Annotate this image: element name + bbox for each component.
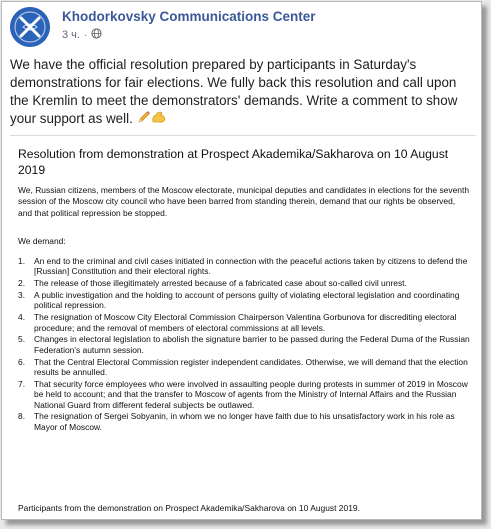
facebook-post bbox=[1, 1, 482, 520]
post-timestamp[interactable]: 3 ч. bbox=[62, 29, 80, 41]
list-item: 3. A public investigation and the holding to account of persons guilty of violating electoral legislation and coordinating political repression. bbox=[18, 290, 460, 311]
flexed-biceps-icon bbox=[151, 110, 167, 129]
list-item: 6. That the Central Electoral Commission register independent candidates. Otherwise, we will demand that the election results be annulled. bbox=[18, 356, 468, 378]
x-logo-icon bbox=[10, 7, 50, 47]
resolution-image[interactable] bbox=[10, 135, 476, 519]
post-message-text: We have the official resolution prepared by participants in Saturday's demonstrations for fair elections. We fully back this resolution and call upon the Kremlin to meet the demonstrators' demands. Write a comment to show your support as well. bbox=[10, 57, 458, 127]
demand-heading: We demand: bbox=[18, 236, 66, 246]
resolution-footer: Participants from the demonstration on Prospect Akademika/Sakharova on 10 August 2019. bbox=[18, 503, 360, 513]
page-avatar[interactable] bbox=[10, 7, 50, 47]
list-item: 4. The resignation of Moscow City Electoral Commission Chairperson Valentina Gorbunova for discrediting electoral procedure; and the removal of members of electoral commissions at all levels. bbox=[18, 312, 457, 333]
demand-list bbox=[18, 256, 470, 434]
list-item: 1. An end to the criminal and civil cases initiated in connection with the peaceful actions taken by citizens to defend the [Russian] Constitution and their electoral rights. bbox=[18, 256, 468, 277]
list-item: 7. That security force employees who were involved in assaulting people during protests in summer of 2019 in Moscow be held to account; and that the transfer to Moscow of agents from the Ministry of Internal Affairs and the Russian National Guard from different federal subjects be outlawed. bbox=[18, 378, 468, 410]
post-message bbox=[10, 56, 478, 129]
globe-icon[interactable] bbox=[91, 28, 102, 42]
post-meta bbox=[62, 28, 102, 42]
page-name-link[interactable]: Khodorkovsky Communications Center bbox=[62, 9, 316, 24]
meta-separator: · bbox=[83, 29, 88, 41]
resolution-intro: We, Russian citizens, members of the Moscow electorate, municipal deputies and candidates in elections for the seventh session of the Moscow city council who have been barred from standing therein, demand that our rights be observed, and that political repression be stopped. bbox=[18, 185, 470, 218]
list-item: 5. Changes in electoral legislation to abolish the signature barrier to be passed during the Federal Duma of the Russian Federation's autumn session. bbox=[18, 334, 470, 355]
list-item: 2. The release of those illegitimately arrested because of a fabricated case about so-called civil unrest. bbox=[18, 278, 407, 289]
pencil-icon bbox=[137, 110, 151, 129]
resolution-title: Resolution from demonstration at Prospect Akademika/Sakharova on 10 August 2019 bbox=[18, 147, 449, 177]
post-header bbox=[10, 7, 475, 47]
list-item: 8. The resignation of Sergei Sobyanin, in whom we no longer have faith due to his unsatisfactory work in his role as Mayor of Moscow. bbox=[18, 411, 455, 432]
